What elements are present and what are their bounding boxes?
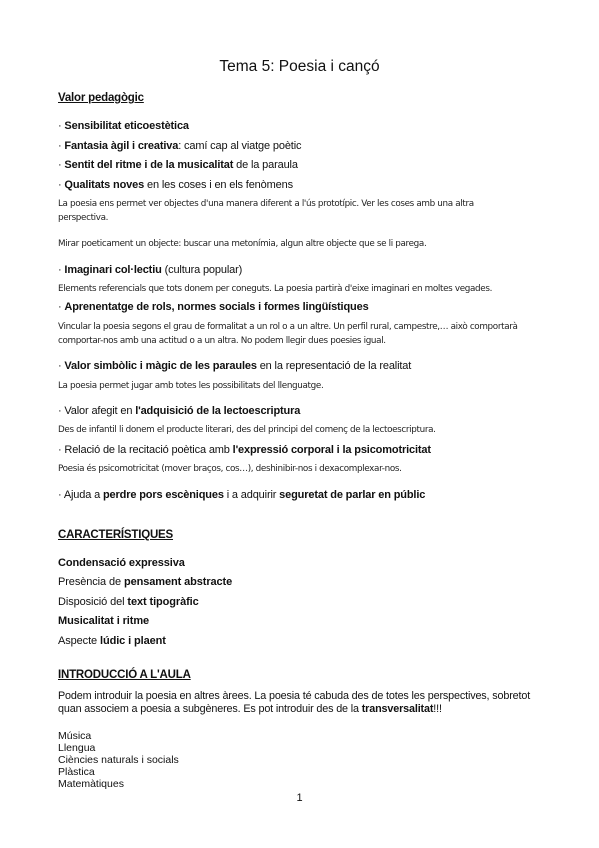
- document-title: Tema 5: Poesia i cançó: [219, 58, 380, 75]
- area-list-item: Ciències naturals i socials: [58, 754, 179, 766]
- bullet-dot: ·: [58, 159, 65, 171]
- item-bold: lúdic i plaent: [100, 635, 166, 647]
- bullet-bold: Imaginari col·lectiu: [64, 264, 162, 276]
- bullet-suffix: en les coses i en els fenòmens: [144, 179, 293, 191]
- bullet-item: [58, 264, 242, 276]
- explanation-text: Des de infantil li donem el producte literari, des del principi del començ de la lectoescriptura.: [58, 425, 436, 435]
- bullet-bold: Qualitats noves: [64, 179, 145, 191]
- paragraph-suffix: !!!: [433, 703, 442, 715]
- bullet-bold: Fantasia àgil i creativa: [64, 140, 179, 152]
- characteristic-item: [58, 635, 166, 647]
- bullet-suffix: de la paraula: [233, 159, 298, 171]
- section-heading-valor: Valor pedagògic: [58, 92, 144, 104]
- intro-paragraph: [58, 690, 538, 716]
- bullet-item: [58, 179, 293, 191]
- bullet-dot: ·: [58, 179, 65, 191]
- bullet-dot: ·: [58, 360, 65, 372]
- bullet-dot: ·: [58, 140, 65, 152]
- bullet-bold: Valor simbòlic i màgic de les paraules: [64, 360, 257, 372]
- page-number: 1: [296, 792, 303, 804]
- item-bold: Condensació expressiva: [58, 557, 185, 569]
- area-list-item: Música: [58, 730, 92, 742]
- bullet-dot: ·: [58, 405, 65, 417]
- bullet-bold: perdre pors escèniques: [102, 489, 224, 501]
- explanation-text: Vincular la poesia segons el grau de formalitat a un rol o a un altre. Un perfil rural, campestre,… això comportarà comportar-nos amb una actitud o a un altra. No podem llegir dues poesies igual.: [58, 322, 518, 346]
- area-list-item: Matemàtiques: [58, 778, 124, 790]
- bullet-bold: l'adquisició de la lectoescriptura: [135, 405, 301, 417]
- paragraph-text: Podem introduir la poesia en altres àrees. La poesia té cabuda des de totes les perspectives, sobretot quan associem a poesia a subgèneres. Es pot introduir des de la: [58, 690, 531, 715]
- bullet-bold: Sentit del ritme i de la musicalitat: [64, 159, 234, 171]
- bullet-prefix: Valor afegit en: [64, 405, 136, 417]
- bullet-item: [58, 301, 369, 313]
- bullet-mid: i a adquirir: [223, 489, 280, 501]
- bullet-bold: l'expressió corporal i la psicomotricitat: [232, 444, 431, 456]
- bullet-suffix: (cultura popular): [161, 264, 243, 276]
- characteristic-item: [58, 596, 199, 608]
- explanation-text: Elements referencials que tots donem per coneguts. La poesia partirà d'eixe imaginari en moltes vegades.: [58, 284, 493, 294]
- section-heading-caracteristiques: CARACTERÍSTIQUES: [58, 529, 174, 541]
- explanation-text: La poesia permet jugar amb totes les possibilitats del llenguatge.: [58, 381, 324, 391]
- bullet-dot: ·: [58, 301, 65, 313]
- bullet-item: [58, 360, 411, 372]
- bullet-suffix: : camí cap al viatge poètic: [178, 140, 302, 152]
- bullet-bold: Sensibilitat eticoestètica: [64, 120, 189, 132]
- section-heading-introduccio: INTRODUCCIÓ A L'AULA: [58, 669, 191, 681]
- bullet-dot: ·: [58, 264, 65, 276]
- paragraph-bold: transversalitat: [361, 703, 434, 715]
- bullet-bold: Aprenentatge de rols, normes socials i formes lingüístiques: [64, 301, 369, 313]
- bullet-item: [58, 140, 301, 152]
- bullet-bold: seguretat de parlar en públic: [279, 489, 426, 501]
- item-bold: pensament abstracte: [123, 576, 233, 588]
- item-prefix: Presència de: [58, 576, 124, 588]
- bullet-item: [58, 159, 298, 171]
- area-list-item: Plàstica: [58, 766, 95, 778]
- characteristic-item: [58, 615, 149, 627]
- bullet-prefix: Relació de la recitació poètica amb: [64, 444, 233, 456]
- bullet-dot: ·: [58, 120, 65, 132]
- characteristic-item: [58, 576, 232, 588]
- bullet-dot: ·: [58, 489, 64, 501]
- characteristic-item: [58, 557, 185, 569]
- bullet-dot: ·: [58, 444, 65, 456]
- item-prefix: Aspecte: [58, 635, 101, 647]
- area-list-item: Llengua: [58, 742, 96, 754]
- bullet-item: [58, 120, 189, 132]
- bullet-item: [58, 405, 300, 417]
- bullet-prefix: Ajuda a: [63, 489, 103, 501]
- bullet-item: [58, 489, 425, 501]
- explanation-text: Poesia és psicomotricitat (mover braços, cos…), deshinibir-nos i dexacomplexar-nos.: [58, 464, 402, 474]
- item-prefix: Disposició del: [58, 596, 128, 608]
- bullet-item: [58, 444, 431, 456]
- item-bold: Musicalitat i ritme: [58, 615, 150, 627]
- bullet-suffix: en la representació de la realitat: [256, 360, 412, 372]
- explanation-text: La poesia ens permet ver objectes d'una manera diferent a l'ús prototípic. Ver les coses amb una altra perspectiva.: [58, 199, 474, 223]
- item-bold: text tipogràfic: [127, 596, 199, 608]
- explanation-text: Mirar poeticament un objecte: buscar una metonímia, algun altre objecte que se li parega.: [58, 239, 427, 249]
